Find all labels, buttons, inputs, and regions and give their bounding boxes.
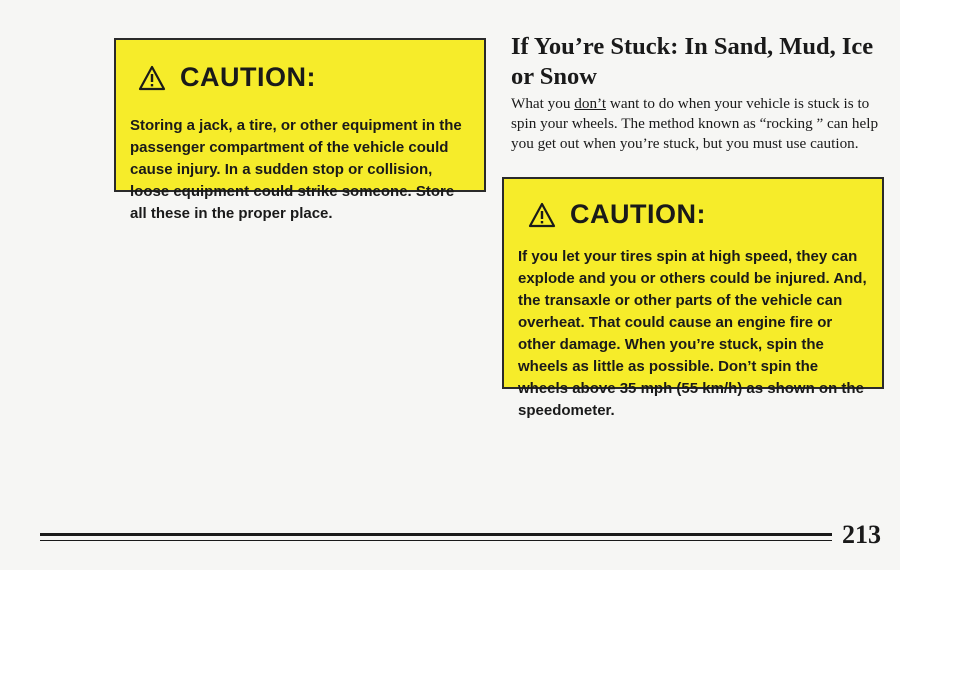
caution-title: CAUTION: [180, 62, 316, 92]
section-heading: If You’re Stuck: In Sand, Mud, Ice or Snow [511, 33, 874, 90]
footer-rule-thin [40, 540, 832, 541]
para-emphasis: don’t [574, 95, 607, 112]
footer-rule-thick [40, 533, 832, 536]
caution-box-storage [114, 38, 486, 222]
caution-text: Storing a jack, a tire, or other equipment in the passenger compartment of the vehicle could cause injury. In a sudden stop or collision, loose equipment could strike someone. Store all these in the proper place. [130, 117, 462, 222]
para-text-before: What you [511, 95, 575, 112]
page-number: 213 [842, 520, 881, 549]
caution-title: CAUTION: [570, 199, 706, 229]
warning-triangle-icon [138, 65, 166, 91]
caution-box-tire-spin [502, 177, 884, 419]
caution-header [138, 62, 472, 93]
para-text-after: want to do when your vehicle is stuck is to spin your wheels. The method known as “rocking ” can help you get out when you’re stuck, but you must use caution. [511, 95, 879, 152]
section-paragraph [511, 94, 881, 154]
caution-text: If you let your tires spin at high speed, they can explode and you or others could be injured. And, the transaxle or other parts of the vehicle can overheat. That could cause an engine fire or other damage. When you’re stuck, spin the wheels as little as possible. Don’t spin the wheels above 35 mph (55 km/h) as shown on the speedometer. [518, 248, 867, 419]
caution-header [528, 199, 868, 230]
warning-triangle-icon [528, 202, 556, 228]
